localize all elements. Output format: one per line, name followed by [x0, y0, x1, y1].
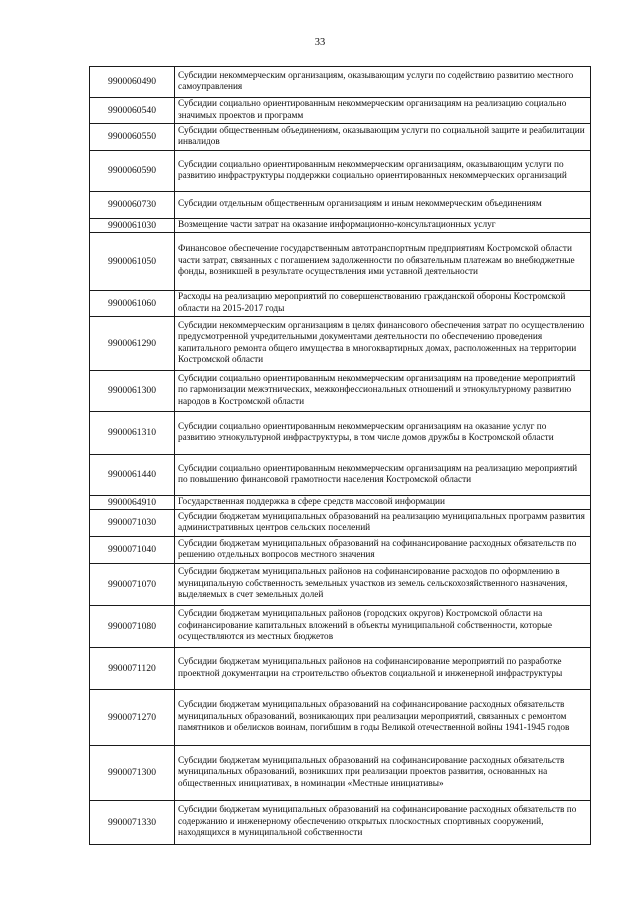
row-description: Субсидии некоммерческим организациям в целях финансового обеспечения затрат по осуществлению предусмотренной учредительными документами деятельности по обеспечению проведения капитального ремонта общего имущества в многоквартирных домах, расположенных на территории Костромской области — [175, 317, 591, 371]
row-code: 9900060730 — [90, 192, 175, 219]
row-description: Субсидии общественным объединениям, оказывающим услуги по социальной защите и реабилитации инвалидов — [175, 124, 591, 151]
row-description: Субсидии социально ориентированным некоммерческим организациям на реализацию социально значимых проектов и программ — [175, 98, 591, 124]
budget-classification-table — [89, 66, 591, 845]
row-code: 9900071270 — [90, 690, 175, 746]
table-row — [90, 537, 591, 564]
table-row — [90, 455, 591, 496]
row-code: 9900060540 — [90, 98, 175, 124]
table-row — [90, 151, 591, 192]
table-row — [90, 371, 591, 412]
table-row — [90, 690, 591, 746]
table-row — [90, 124, 591, 151]
table-row — [90, 192, 591, 219]
row-description: Возмещение части затрат на оказание информационно-консультационных услуг — [175, 219, 591, 233]
row-code: 9900061310 — [90, 412, 175, 455]
row-code: 9900061290 — [90, 317, 175, 371]
row-code: 9900060550 — [90, 124, 175, 151]
row-code: 9900060590 — [90, 151, 175, 192]
table-row — [90, 801, 591, 845]
row-code: 9900061440 — [90, 455, 175, 496]
row-description: Субсидии социально ориентированным некоммерческим организациям на оказание услуг по развитию этнокультурной инфраструктуры, в том числе домов дружбы в Костромской области — [175, 412, 591, 455]
table-row — [90, 291, 591, 317]
table-row — [90, 233, 591, 291]
row-code: 9900061050 — [90, 233, 175, 291]
row-description: Субсидии социально ориентированным некоммерческим организациям на реализацию мероприятий по повышению финансовой грамотности населения Костромской области — [175, 455, 591, 496]
row-code: 9900071040 — [90, 537, 175, 564]
row-code: 9900064910 — [90, 496, 175, 510]
page-number: 33 — [314, 37, 326, 48]
table-row — [90, 67, 591, 98]
table-row — [90, 648, 591, 690]
table-row — [90, 219, 591, 233]
row-description: Субсидии бюджетам муниципальных образований на софинансирование расходных обязательств муниципальных образований, возникающих при реализации мероприятий, связанных с ремонтом памятников и обелисков воинам, погибшим в годы Великой отечественной войны 1941-1945 годов — [175, 690, 591, 746]
table-row — [90, 564, 591, 606]
row-code: 9900061300 — [90, 371, 175, 412]
table-row — [90, 496, 591, 510]
row-description: Субсидии отдельным общественным организациям и иным некоммерческим объединениям — [175, 192, 591, 219]
row-code: 9900071120 — [90, 648, 175, 690]
row-code: 9900071030 — [90, 510, 175, 537]
row-code: 9900061060 — [90, 291, 175, 317]
table-row — [90, 98, 591, 124]
row-description: Расходы на реализацию мероприятий по совершенствованию гражданской обороны Костромской области на 2015-2017 годы — [175, 291, 591, 317]
table-row — [90, 606, 591, 648]
row-description: Субсидии социально ориентированным некоммерческим организациям, оказывающим услуги по развитию инфраструктуры поддержки социально ориентированных некоммерческих организаций — [175, 151, 591, 192]
row-description: Субсидии бюджетам муниципальных образований на софинансирование расходных обязательств муниципальных образований, возникших при реализации проектов развития, основанных на общественных инициативах, в номинации «Местные инициативы» — [175, 746, 591, 801]
row-description: Финансовое обеспечение государственным автотранспортным предприятиям Костромской области части затрат, связанных с погашением задолженности по обязательным платежам во внебюджетные фонды, возникшей в результате осуществления ими уставной деятельности — [175, 233, 591, 291]
row-description: Субсидии бюджетам муниципальных районов на софинансирование мероприятий по разработке проектной документации на строительство объектов социальной и инженерной инфраструктуры — [175, 648, 591, 690]
row-code: 9900071070 — [90, 564, 175, 606]
table-row — [90, 412, 591, 455]
row-description: Субсидии бюджетам муниципальных образований на софинансирование расходных обязательств по содержанию и инженерному обеспечению открытых плоскостных спортивных сооружений, находящихся в муниципальной собственности — [175, 801, 591, 845]
row-description: Государственная поддержка в сфере средств массовой информации — [175, 496, 591, 510]
row-code: 9900061030 — [90, 219, 175, 233]
table-row — [90, 510, 591, 537]
row-description: Субсидии бюджетам муниципальных образований на реализацию муниципальных программ развития административных центров сельских поселений — [175, 510, 591, 537]
table-row — [90, 746, 591, 801]
row-code: 9900071300 — [90, 746, 175, 801]
row-description: Субсидии социально ориентированным некоммерческим организациям на проведение мероприятий по гармонизации межэтнических, межконфессиональных отношений и этнокультурному развитию народов в Костромской области — [175, 371, 591, 412]
row-description: Субсидии бюджетам муниципальных районов (городских округов) Костромской области на софинансирование капитальных вложений в объекты муниципальной собственности, которые осуществляются из местных бюджетов — [175, 606, 591, 648]
table-row — [90, 317, 591, 371]
row-description: Субсидии бюджетам муниципальных образований на софинансирование расходных обязательств по решению отдельных вопросов местного значения — [175, 537, 591, 564]
row-code: 9900060490 — [90, 67, 175, 98]
row-description: Субсидии бюджетам муниципальных районов на софинансирование расходов по оформлению в муниципальную собственность земельных участков из земель сельскохозяйственного назначения, выделяемых в счет земельных долей — [175, 564, 591, 606]
row-code: 9900071330 — [90, 801, 175, 845]
row-description: Субсидии некоммерческим организациям, оказывающим услуги по содействию развитию местного самоуправления — [175, 67, 591, 98]
row-code: 9900071080 — [90, 606, 175, 648]
